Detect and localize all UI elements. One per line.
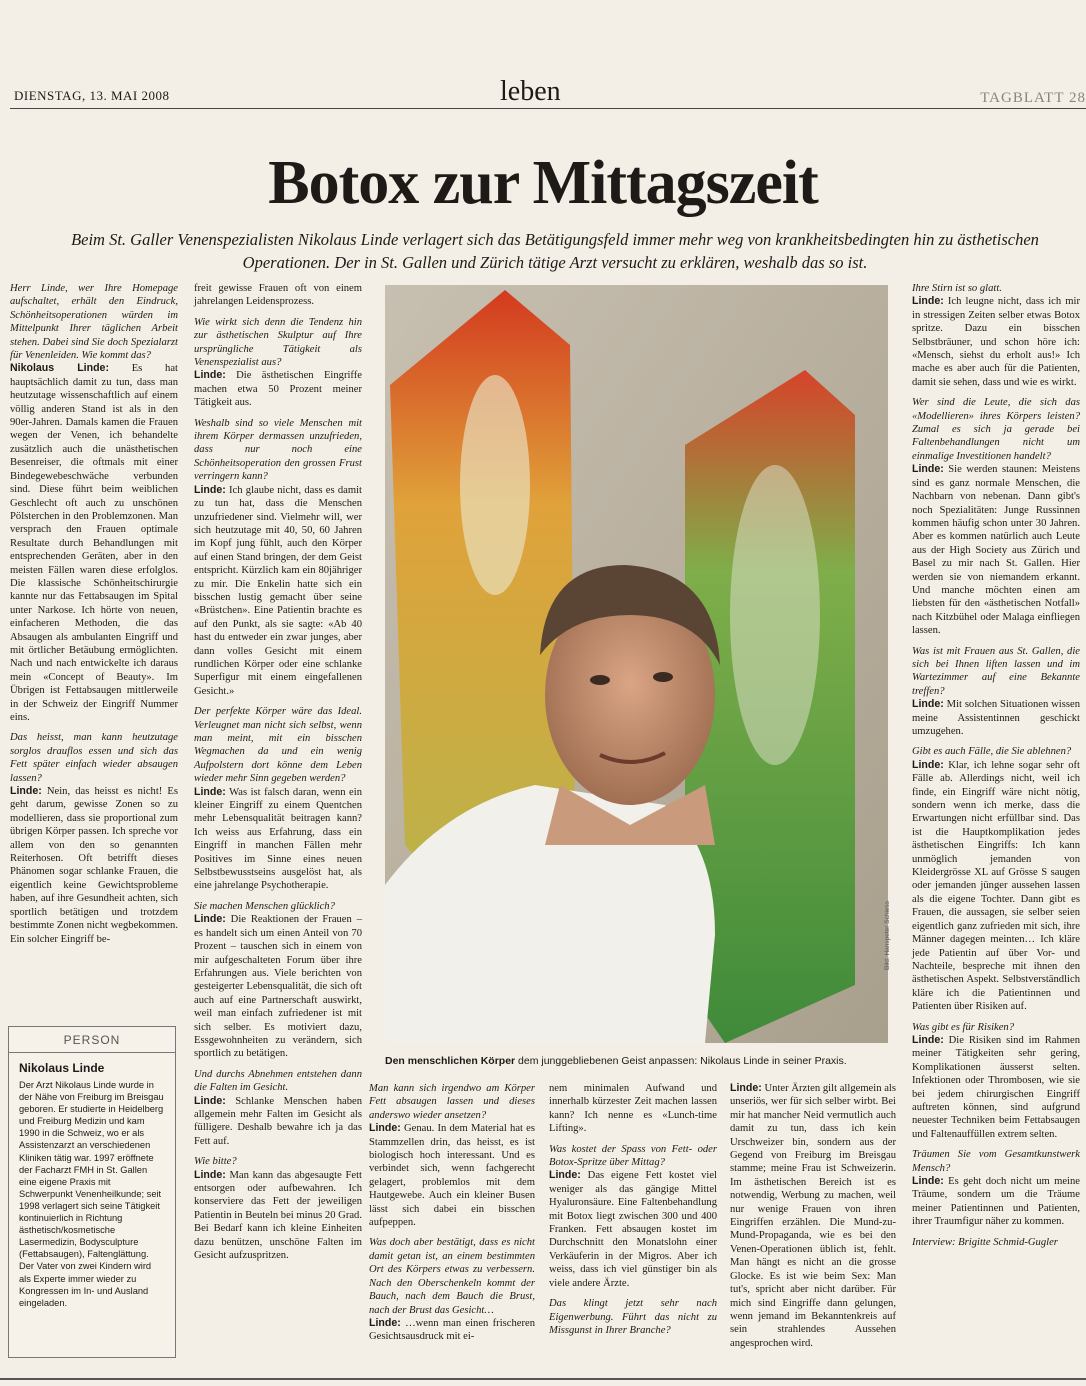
bottom-rule [0,1378,1086,1380]
interview-block [369,1082,535,1229]
interview-block [549,1297,717,1337]
article-lead: Beim St. Galler Venenspezialisten Nikolaus Linde verlagert sich das Betätigungsfeld immer mehr weg von krankheitsbedingten hin zu ästhetischen Operationen. Der in St. Gallen und Zürich tätige Arzt versucht zu erklären, weshalb das so ist. [71,230,1039,272]
interview-answer: Genau. In dem Material hat es Stammzellen drin, das heisst, es ist biologisch hoch interessant. Und es verbindet sich, wenn fachgerecht gelagert, problemlos mit dem Hautgewebe. Auch ein kleiner Busen lässt sich dabei ein bisschen aufpeppen. [369,1123,535,1229]
interview-block [730,1082,896,1350]
speaker-label: Linde: [549,1169,581,1182]
section-name: leben [500,76,561,107]
interview-answer: Unter Ärzten gilt allgemein als unseriös, wer für sich selber wirbt. Bei mir hat mancher Neid vermutlich auch damit zu tun, dass ich kein Urschweizer bin, sondern aus der Gegend von Freiburg im Breisgau stamme; meine Frau ist Schweizerin. Im ästhetischen Bereich ist es notwendig, Werbung zu machen, weil nur wenige Frauen von ihren Eingriffen erzählen. Die Mund-zu-Mund-Propaganda, wie es bei den Venen-Operationen üblich ist, fehlt. Man hängt es nicht an die grosse Glocke. Es ist wie beim Sex: Man tut's, spricht aber nicht darüber. Für mich sind Eingriffe dann gelungen, wenn jemand im Bekanntenkreis auf sein strahlendes Aussehen angesprochen wird. [730,1083,896,1349]
speaker-label: Linde: [194,913,226,926]
column-5 [730,1082,896,1372]
person-bio: Der Arzt Nikolaus Linde wurde in der Nähe von Freiburg im Breisgau geboren. Er studierte in Heidelberg und Freiburg Medizin und kam 1990 in die Schweiz, wo er als Assistenzarzt an verschiedenen Kliniken tätig war. 1997 eröffnete der Facharzt FMH in St. Gallen eine eigene Praxis mit Schwerpunkt Venenheilkunde; seit 1998 verlagert sich seine Tätigkeit kontinuierlich in Richtung ästhetisch/kosmetische Lasermedizin, Bodysculpture (Fettabsaugen), Faltenglättung. Der Vater von zwei Kindern wird als Experte immer wieder zu Kongressen im In- und Ausland eingeladen. [19,1080,164,1308]
interview-block [194,900,362,1061]
interview-question: Gibt es auch Fälle, die Sie ablehnen? [912,746,1072,758]
person-heading: PERSON [9,1027,175,1053]
person-infobox [8,1026,176,1358]
column-3 [369,1082,535,1372]
interview-question: Wie bitte? [194,1156,237,1168]
interview-question: Weshalb sind so viele Menschen mit ihrem Körper dermassen unzufrieden, dass nur noch eine Schönheitsoperation den grossen Frust verringern kann? [194,417,362,483]
speaker-label: Linde: [194,1168,226,1181]
interview-question: Das klingt jetzt sehr nach Eigenwerbung. Führt das nicht zu Missgunst in Ihrer Branche? [549,1298,717,1336]
interview-answer: Ich glaube nicht, dass es damit zu tun hat, dass die Menschen unzufriedener sind. Vielmehr will, wer sich heutzutage mit 40, 50, 60 Jahren im Kopf jung fühlt, auch den Körper auf einen Stand bringen, der dem Geist entspricht. Kürzlich kam ein 80jähriger zu mir. Die Enkelin hatte sich ein bisschen lustig gemacht über seine «Brüstchen». Eine Patientin brachte es auf den Punkt, als sie sagte: «Ab 40 hast du entweder ein zwar junges, aber dann volles Gesicht mit einem rundlichen Körper oder eine schlanke Superfigur mit einem eingefallenen Gesicht.» [194,484,362,697]
column-6 [912,282,1080,1372]
interview-block [912,396,1080,637]
speaker-label: Linde: [730,1082,762,1094]
caption-bold: Den menschlichen Körper [385,1055,516,1067]
speaker-label: Nikolaus Linde: [10,362,109,375]
interview-question: Wer sind die Leute, die sich das «Modellieren» ihres Körpers leisten? Zumal es sich ja gerade bei Faltenbehandlungen nicht um einmalige Investitionen handelt? [912,397,1080,462]
interview-question: Was ist mit Frauen aus St. Gallen, die sich bei Ihnen liften lassen und im Wartezimmer auf eine Bekannte treffen? [912,645,1080,697]
interview-block [194,282,362,309]
interview-answer: Was ist falsch daran, wenn ein kleiner Eingriff zu einem Quentchen mehr Lebensqualität beitragen kann? Ich weiss aus Erfahrung, dass ein Eingriff in manchen Fällen mehr Positives im Sinne eines neuen Selbstbewusstseins ausgelöst hat, als eine jahrelange Psychotherapie. [194,786,362,892]
speaker-label: Linde: [369,1122,401,1135]
column-2 [194,282,362,1372]
interview-block [912,282,1080,389]
interview-block [194,1068,362,1148]
interview-answer: Sie werden staunen: Meistens sind es ganz normale Menschen, die Nachbarn von nebenan. Dann gibt's noch Spezialitäten: Junge Russinnen kommen häufig schon unter 30 Jahren. Aber es kommen natürlich auch Leute aus der High Society aus Zürich und Basel zu mir nach St. Gallen. Hier werden sie von niemandem erkannt. Und manche möchten einen am liebsten für den «ästhetischen Notfall» nach Kitzbühel oder Malaga einfliegen lassen. [912,464,1080,637]
portrait-photo [385,285,888,1043]
speaker-label: Linde: [369,1316,401,1329]
header-rule [10,108,1086,109]
speaker-label: Linde: [912,758,944,771]
interview-answer: Die Reaktionen der Frauen – es handelt sich um einen Anteil von 70 Prozent – tauschen sich in einem von mir aufgeschalteten Forum über ihre Erfahrungen aus. Viele berichten von gesteigerter Lebensqualität, die sich oft auch auf eine Partnerschaft auswirkt, weil man einfach zufriedener ist mit sich selber. Es motiviert dazu, Essgewohnheiten zu verändern, sich sportlich zu betätigen. [194,914,362,1060]
speaker-label: Linde: [912,1033,944,1046]
column-1 [10,282,178,1012]
interview-question: Das heisst, man kann heutzutage sorglos drauflos essen und sich das Fett später einfach wieder absaugen lassen? [10,732,178,784]
speaker-label: Linde: [912,1175,944,1187]
interview-answer: nem minimalen Aufwand und innerhalb kürzester Zeit machen lassen kann? Ich nenne es «Lunch-time Lifting». [549,1083,717,1135]
interview-block [912,1021,1080,1142]
interview-question: Was doch aber bestätigt, dass es nicht damit getan ist, an einem bestimmten Ort des Körpers etwas zu verbessern. Nach den Oberschenkeln kommt der Bauch, nach dem Bauch die Brust, nach der Brust das Gesicht… [369,1237,535,1316]
speaker-label: Linde: [912,698,944,711]
photo-credit: Bild: Hanspeter Schiess [884,900,891,970]
interview-answer: …wenn man einen frischeren Gesichtsausdruck mit ei- [369,1317,535,1343]
interview-block [194,705,362,893]
interview-question: Und durchs Abnehmen entstehen dann die Falten im Gesicht. [194,1068,362,1094]
interview-question: Herr Linde, wer Ihre Homepage aufschaltet, erhält den Eindruck, Schönheitsoperationen würden im Mittelpunkt Ihrer täglichen Arbeit stehen. Dabei sind Sie doch Spezialarzt für Venenleiden. Wie kommt das? [10,283,178,362]
interview-question: Wie wirkt sich denn die Tendenz hin zur ästhetischen Skulptur auf Ihre ursprüngliche Tätigkeit als Venenspezialist aus? [194,316,362,369]
interview-block [369,1236,535,1343]
speaker-label: Linde: [194,1094,226,1107]
caption-text: dem junggebliebenen Geist anpassen: Nikolaus Linde in seiner Praxis. [515,1055,847,1067]
interview-block [549,1082,717,1136]
interview-block [549,1143,717,1290]
speaker-label: Linde: [194,483,226,496]
interview-block [912,1148,1080,1228]
interview-question: Ihre Stirn ist so glatt. [912,283,1002,294]
interview-answer: Das eigene Fett kostet viel weniger als das gängige Mittel Hyaluronsäure. Eine Faltenbehandlung mit Botox liegt zwischen 300 und 400 Franken. Fett absaugen kostet im Durchschnitt den Monatslohn einer Verkäuferin in der Migros. Aber ich weiss, dass ich viel günstiger bin als viele andere Ärzte. [549,1170,717,1289]
interview-answer: Man kann das abgesaugte Fett entsorgen oder aufbewahren. Ich konserviere das Fett der jeweiligen Patientin in Beuteln bei minus 20 Grad. Bei Bedarf kann ich kleine Einheiten dazu benützen, unschöne Falten im Gesicht aufzuspritzen. [194,1169,363,1262]
interview-answer: Ich leugne nicht, dass ich mir in stressigen Zeiten selber etwas Botox spritze. Dazu ein bisschen Selbstbräuner, und schon höre ich: «Mensch, siehst du erholt aus!» Ich mache es aber auch für die Patienten, damit sie sehen, dass und wie es wirkt. [912,296,1080,388]
column-4 [549,1082,717,1372]
interview-answer: Die Risiken sind im Rahmen meiner Tätigkeiten sehr gering, Komplikationen äusserst selten. Infektionen oder Thrombosen, wie sie bei jedem chirurgischen Eingriff auftreten können, sind aufgrund neuester Techniken beim Fettabsaugen und Faltenauffüllen extrem selten. [912,1034,1080,1140]
issue-date: DIENSTAG, 13. MAI 2008 [14,88,170,103]
person-name: Nikolaus Linde [19,1061,105,1075]
newspaper-name: TAGBLATT 28 [980,90,1086,106]
interview-question: Was gibt es für Risiken? [912,1021,1015,1033]
interview-block [10,282,178,724]
interview-answer: Nein, das heisst es nicht! Es geht darum, gewisse Zonen so zu modellieren, dass sie proportional zum übrigen Körper passen. Ich spreche vor allem von den so genannten Reiterhosen. Oft betrifft dieses Phänomen sogar schlanke Frauen, die eigentlich keine Gewichtsprobleme haben, auf ihre Gesundheit achten, sich sportlich betätigen und trotzdem bestimmte Zonen nicht wegbekommen. Ein solcher Eingriff be- [10,786,178,945]
interview-question: Träumen Sie vom Gesamtkunstwerk Mensch? [912,1149,1080,1174]
interview-answer: Klar, ich lehne sogar sehr oft Fälle ab. Allerdings nicht, weil ich finde, ein Eingriff wäre nicht nötig, sondern wenn ich merke, dass die Erwartungen nicht erfüllbar sind. Das ist die Hauptkomplikation jedes ästhetischen Eingriffs: Ich kann unmöglich jemanden von Kleidergrösse XL auf Grösse S saugen oder jemanden jünger aussehen lassen als die eigene Tochter. Dann gibt es Frauen, die aussagen, sie selber seien eigentlich ganz zufrieden mit sich, ihre Männer dagegen meinten… Ich kläre jede Patientin auf über Vor- und Nachteile, bespreche mit ihnen den ästhetischen Aspekt. Selbstverständlich kläre ich die Patientinnen und Patienten über Risiken auf. [912,759,1080,1013]
interviewer-signature: Interview: Brigitte Schmid-Gugler [912,1236,1058,1248]
interview-block [194,316,362,410]
photo-caption [385,1055,905,1067]
interview-answer: Es hat hauptsächlich damit zu tun, dass man heutzutage wissenschaftlich auf einem völlig anderen Stand ist als in den 90er-Jahren. Damals kamen die Frauen wegen der Venen, ich behandelte zusätzlich auch die unästhetischen Besenreiser, die oftmals mit einer Bindegewebeschwäche verbunden sind. Diese führt beim weiblichen Geschlecht oft auch zu unschönen Pölsterchen in den Problemzonen. Man versprach den Frauen optimale Resultate durch Behandlungen mit entsprechenden Geräten, aber in den meisten Fällen waren diese erfolglos. Die klassische Schönheitschirurgie kannte nur das Fettabsaugen im Spital unter Narkose. Ich hörte von neuen, einfacheren Methoden, die das Absaugen als ambulanten Eingriff und mit örtlicher Betäubung ermöglichten. Nach und nach entwickelte ich daraus mein «Concept of Beauty». Im Übrigen ist Fettabsaugen mittlerweile in der Schweiz der Eingriff Nummer eins. [10,363,178,723]
photo-illustration [385,285,888,1043]
interview-question: Was kostet der Spass von Fett- oder Botox-Spritze über Mittag? [549,1143,717,1169]
speaker-label: Linde: [10,785,42,798]
interview-block [194,417,362,699]
interview-question: Der perfekte Körper wäre das Ideal. Verleugnet man nicht sich selbst, wenn man meint, mit ein bisschen Wegmachen da und ein wenig Aufpolstern dort könne dem Leben wieder mehr Sinn gegeben werden? [194,706,362,785]
interview-question: Sie machen Menschen glücklich? [194,900,335,912]
interview-answer: Die ästhetischen Eingriffe machen etwa 50 Prozent meiner Tätigkeit aus. [194,370,362,409]
speaker-label: Linde: [912,295,944,308]
interview-block [912,645,1080,739]
interview-block [194,1155,362,1262]
interview-answer: Schlanke Menschen haben allgemein mehr Falten im Gesicht als fülligere. Deshalb bewahre ich ja das Fett auf. [194,1095,362,1147]
interview-answer: Mit solchen Situationen wissen meine Assistentinnen geschickt umzugehen. [912,699,1080,737]
speaker-label: Linde: [194,369,226,382]
interview-block [10,731,178,946]
speaker-label: Linde: [912,463,944,476]
interview-block [912,745,1080,1013]
article-title: Botox zur Mittagszeit [268,149,818,217]
interview-question: Man kann sich irgendwo am Körper Fett absaugen lassen und dieses anderswo wieder ansetzen? [369,1083,535,1121]
interview-answer: Es geht doch nicht um meine Träume, sondern um die Träume meiner Patientinnen und Patienten, ihrer Traumfigur näher zu kommen. [912,1176,1080,1228]
speaker-label: Linde: [194,785,226,798]
interview-answer: freit gewisse Frauen oft von einem jahrelangen Leidensprozess. [194,283,362,308]
